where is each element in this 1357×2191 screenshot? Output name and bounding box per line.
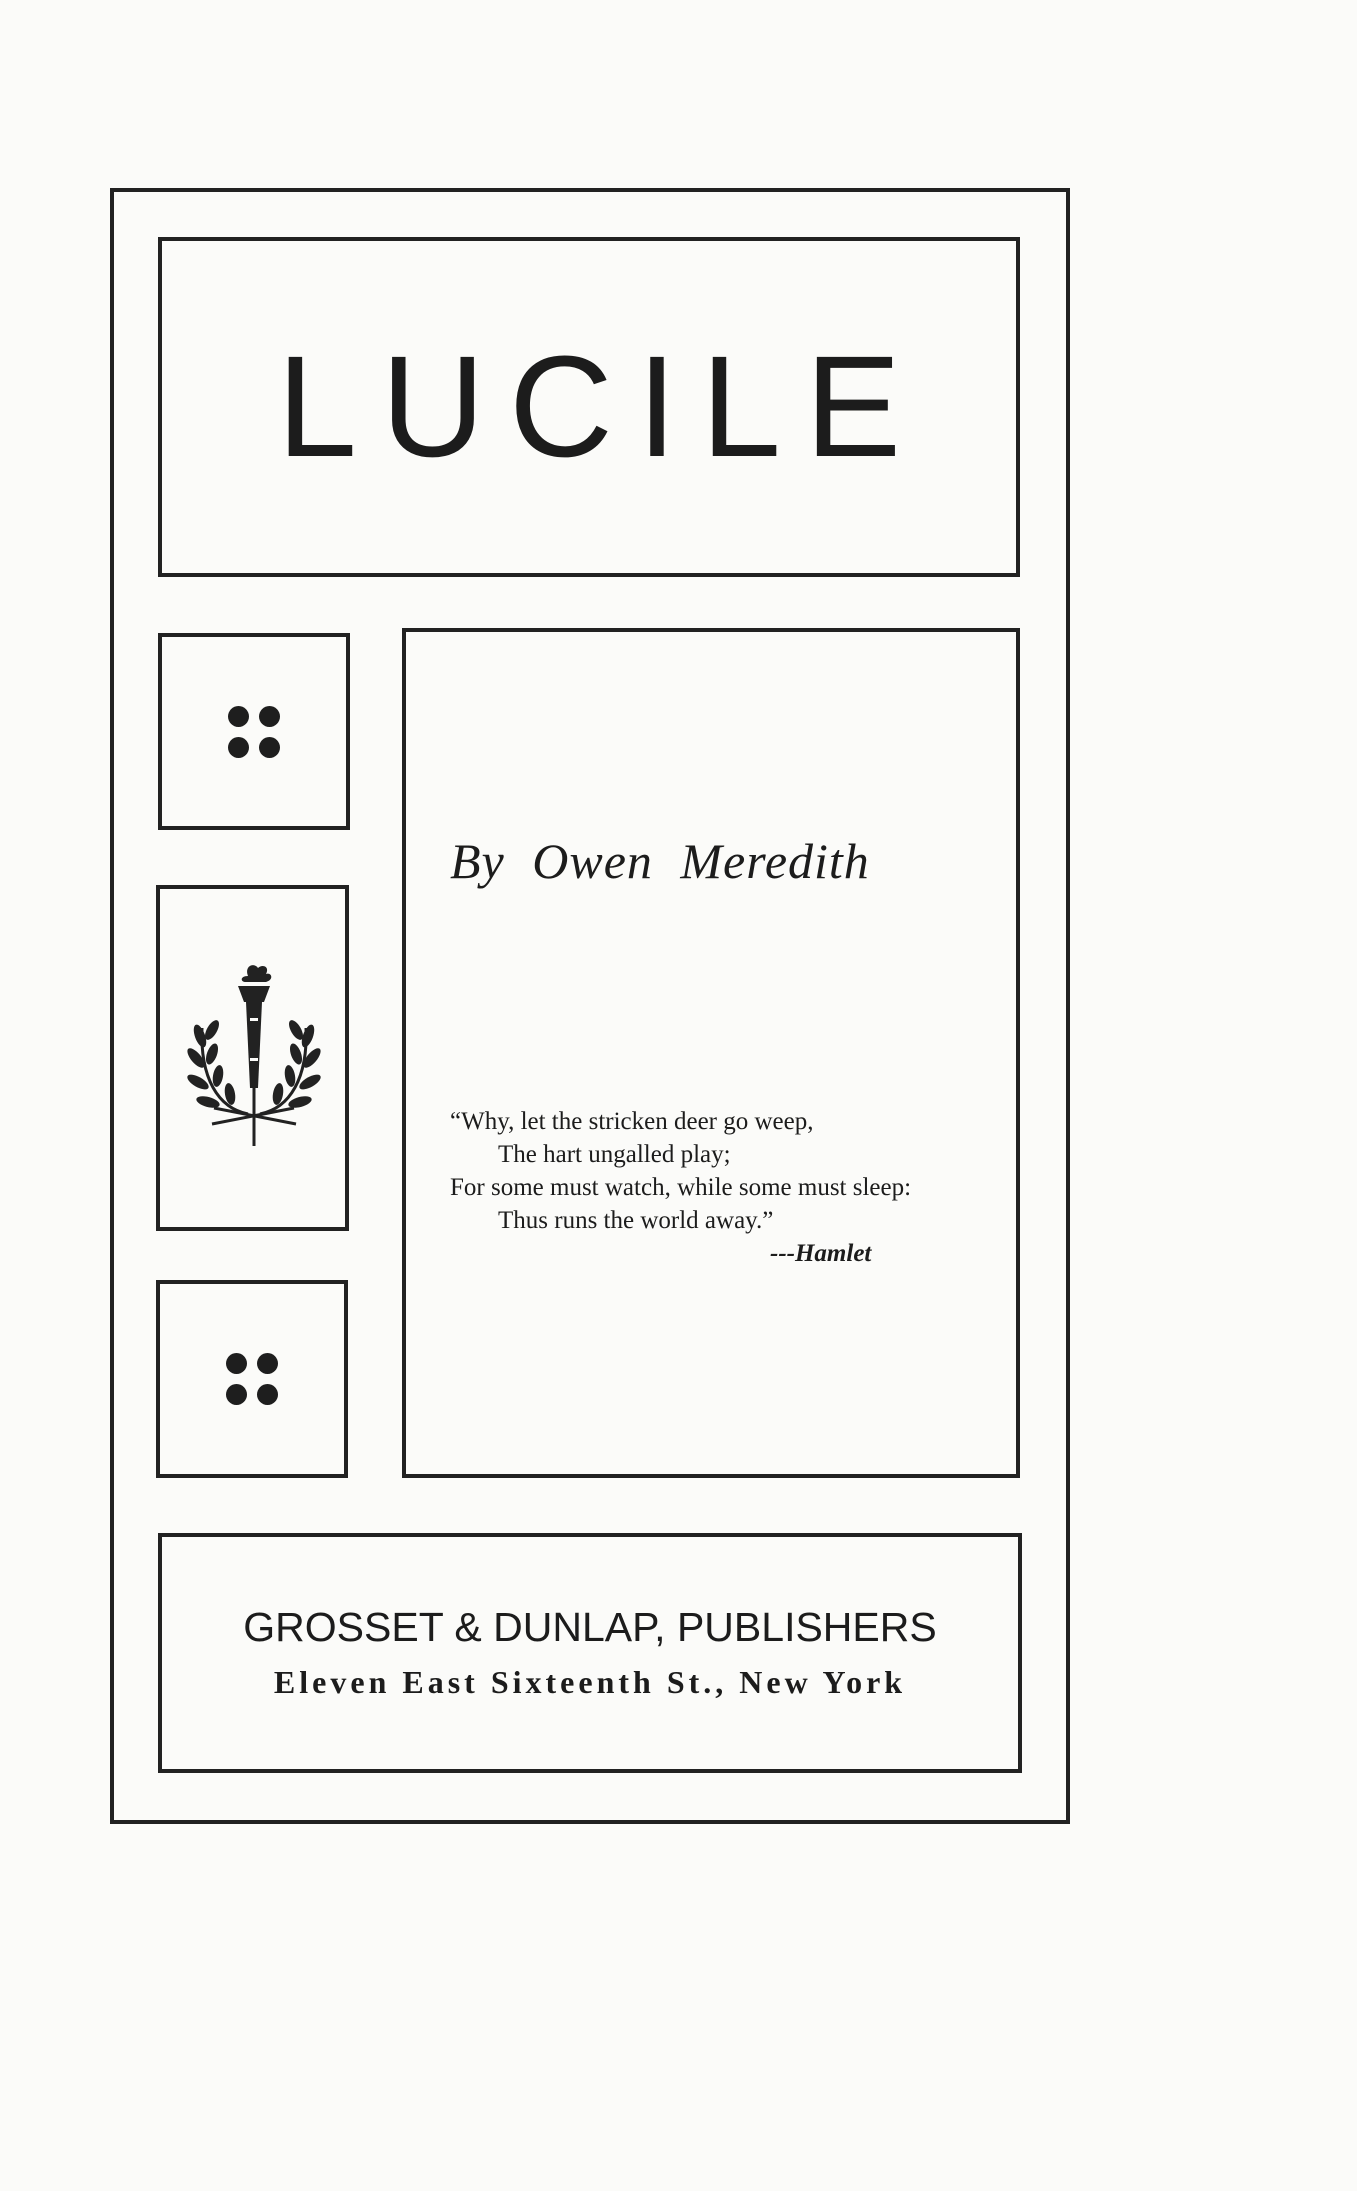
epigraph-line: “Why, let the stricken deer go weep, bbox=[450, 1108, 814, 1135]
epigraph-attribution: ---Hamlet bbox=[770, 1240, 872, 1267]
publisher-name: GROSSET & DUNLAP, PUBLISHERS bbox=[243, 1604, 937, 1650]
four-dot-ornament-icon bbox=[226, 704, 282, 760]
epigraph-line: For some must watch, while some must sleep: bbox=[450, 1174, 912, 1201]
ornament-box-bottom bbox=[156, 1280, 348, 1478]
publisher-address: Eleven East Sixteenth St., New York bbox=[273, 1664, 907, 1700]
torch-laurel-wreath-icon bbox=[178, 958, 328, 1158]
book-title: LUCILE bbox=[276, 326, 926, 487]
epigraph-line: Thus runs the world away.” bbox=[498, 1207, 774, 1234]
title-box bbox=[158, 237, 1020, 577]
content-box bbox=[402, 628, 1020, 1478]
publisher-box bbox=[158, 1533, 1022, 1773]
four-dot-ornament-icon bbox=[224, 1351, 280, 1407]
ornament-box-top bbox=[158, 633, 350, 830]
epigraph-line: The hart ungalled play; bbox=[498, 1141, 731, 1168]
emblem-box bbox=[156, 885, 349, 1231]
author-byline: By Owen Meredith bbox=[450, 833, 870, 889]
epigraph bbox=[450, 1105, 1010, 1270]
